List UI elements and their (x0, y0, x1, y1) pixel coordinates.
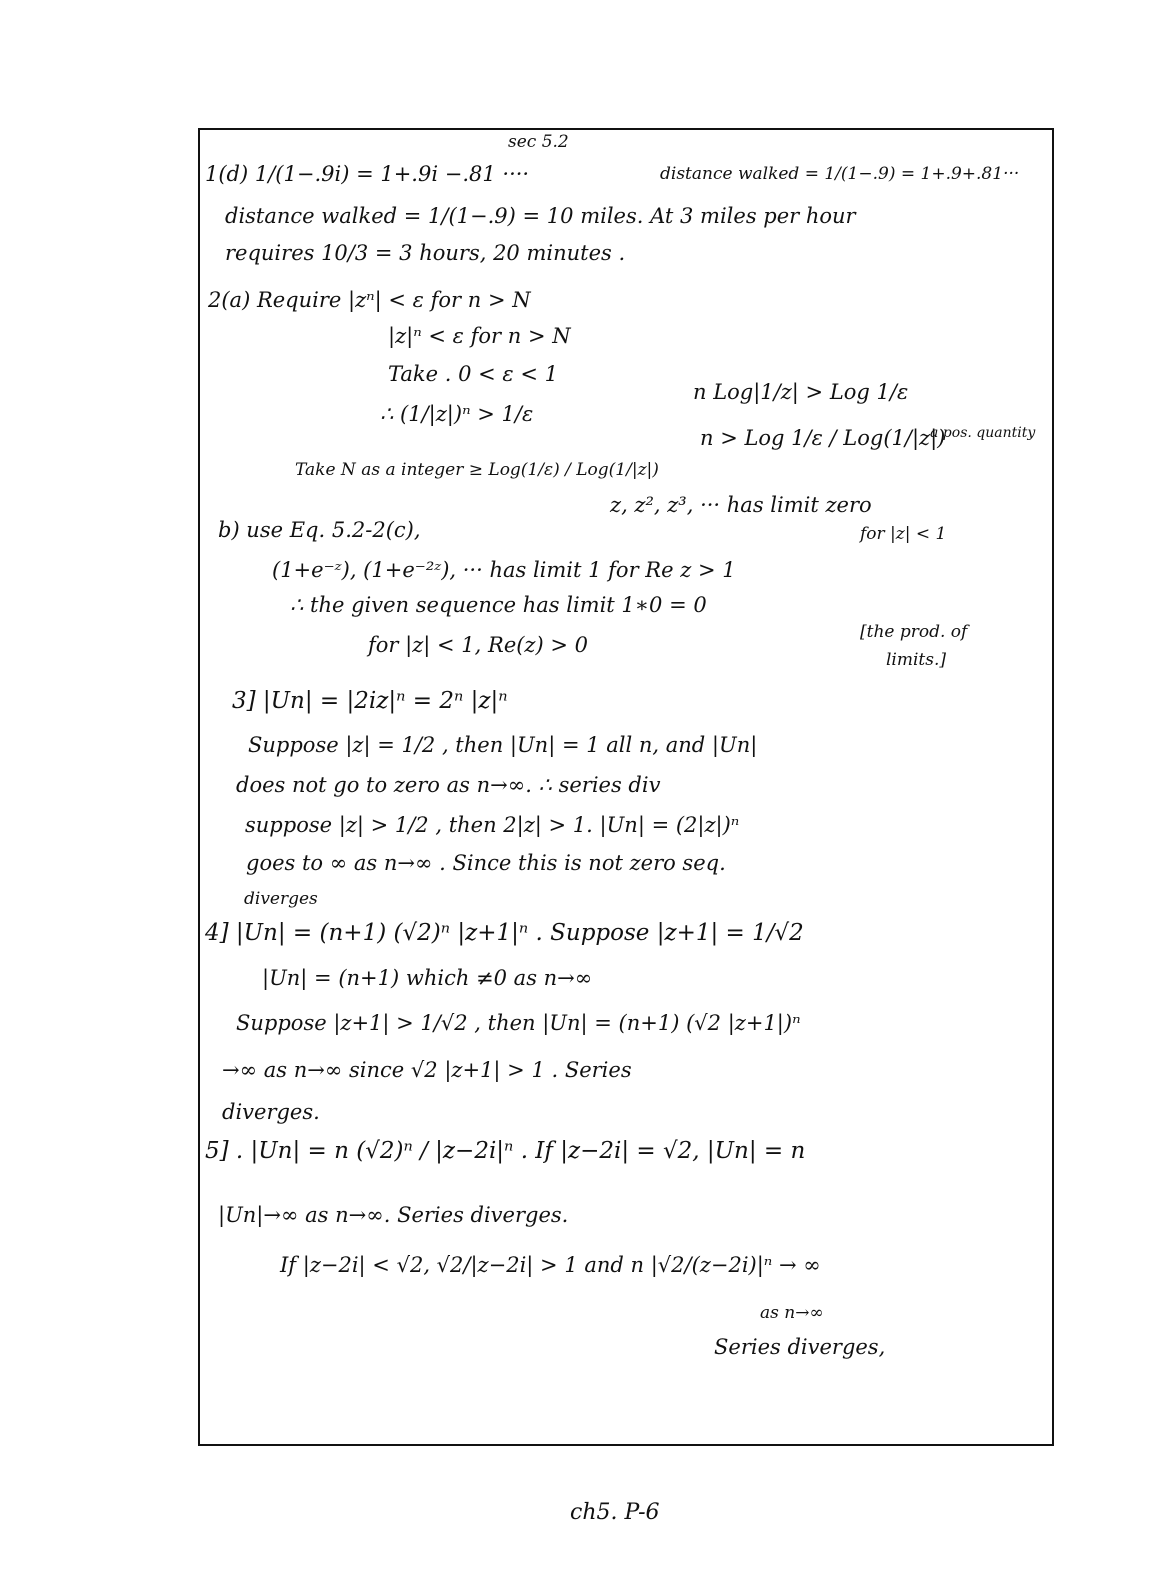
p2-b1-left: b) use Eq. 5.2-2(c), (218, 518, 421, 542)
section-header: sec 5.2 (508, 132, 569, 152)
p2-b3: ∴ the given sequence has limit 1∗0 = 0 (290, 593, 707, 617)
p5-l5: Series diverges, (714, 1335, 886, 1359)
p4-l2: |Un| = (n+1) which ≠0 as n→∞ (262, 966, 593, 990)
p4-l4: →∞ as n→∞ since √2 |z+1| > 1 . Series (222, 1058, 632, 1082)
p2-a5: n > Log 1/ε / Log(1/|z|) (700, 426, 946, 450)
p2-a3: Take . 0 < ε < 1 (388, 362, 558, 386)
p1-line2: distance walked = 1/(1−.9) = 10 miles. At 3 miles per hour (225, 204, 856, 228)
p2-b4-note2: limits.] (886, 650, 947, 670)
p3-l1: 3] |Un| = |2iz|ⁿ = 2ⁿ |z|ⁿ (232, 688, 508, 714)
p3-l3: does not go to zero as n→∞. ∴ series div (236, 773, 661, 797)
p5-l3: If |z−2i| < √2, √2/|z−2i| > 1 and n |√2/(z−2i)|ⁿ → ∞ (280, 1253, 821, 1277)
p5-l1: 5] . |Un| = n (√2)ⁿ / |z−2i|ⁿ . If |z−2i| = √2, |Un| = n (205, 1138, 806, 1164)
p3-l5: goes to ∞ as n→∞ . Since this is not zero seq. (246, 851, 726, 875)
p2-a1: 2(a) Require |zⁿ| < ε for n > N (208, 288, 531, 312)
p1-line1-right: distance walked = 1/(1−.9) = 1+.9+.81··· (660, 164, 1020, 184)
p2-a5-note: a pos. quantity (930, 425, 1036, 441)
p2-b4-note1: [the prod. of (860, 622, 968, 642)
page-footer: ch5. P-6 (570, 1500, 660, 1525)
p2-b4: for |z| < 1, Re(z) > 0 (368, 633, 588, 657)
p3-l6: diverges (244, 889, 318, 909)
p2-a6: Take N as a integer ≥ Log(1/ε) / Log(1/|z|) (295, 460, 659, 480)
p2-a4-right: n Log|1/z| > Log 1/ε (693, 380, 909, 404)
p3-l4: suppose |z| > 1/2 , then 2|z| > 1. |Un| = (2|z|)ⁿ (245, 813, 740, 837)
p5-l2: |Un|→∞ as n→∞. Series diverges. (218, 1203, 569, 1227)
p2-a2: |z|ⁿ < ε for n > N (388, 324, 571, 348)
p2-a4-left: ∴ (1/|z|)ⁿ > 1/ε (380, 402, 534, 426)
p4-l5: diverges. (222, 1100, 320, 1124)
p5-l4: as n→∞ (760, 1303, 824, 1323)
p3-l2: Suppose |z| = 1/2 , then |Un| = 1 all n, and |Un| (248, 733, 758, 757)
p4-l1: 4] |Un| = (n+1) (√2)ⁿ |z+1|ⁿ . Suppose |z+1| = 1/√2 (205, 920, 804, 946)
p1-line1-left: 1(d) 1/(1−.9i) = 1+.9i −.81 ···· (205, 162, 530, 186)
p1-line3: requires 10/3 = 3 hours, 20 minutes . (225, 241, 626, 265)
p2-b2: (1+e⁻ᶻ), (1+e⁻²ᶻ), ··· has limit 1 for Re z > 1 (272, 558, 736, 582)
p2-b1-cond: for |z| < 1 (860, 524, 947, 544)
p2-b1-right: z, z², z³, ··· has limit zero (610, 493, 872, 517)
p4-l3: Suppose |z+1| > 1/√2 , then |Un| = (n+1) (√2 |z+1|)ⁿ (236, 1011, 801, 1035)
